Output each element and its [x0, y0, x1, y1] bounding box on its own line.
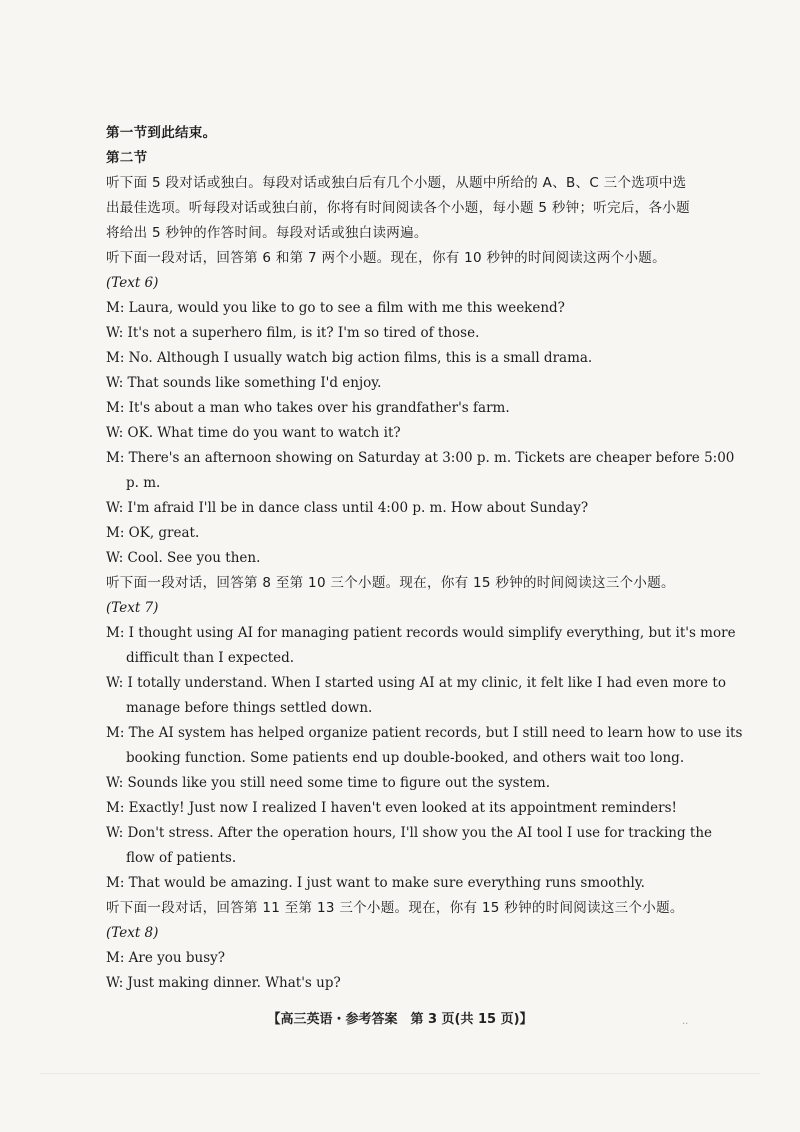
corner-mark: .. — [682, 1016, 689, 1027]
text-line: 听下面一段对话，回答第 6 和第 7 两个小题。现在，你有 10 秒钟的时间阅读这两个小题。 — [106, 250, 666, 266]
scan-divider — [40, 1073, 760, 1074]
text-line: M: It's about a man who takes over his grandfather's farm. — [106, 400, 510, 416]
text-line: M: That would be amazing. I just want to make sure everything runs smoothly. — [106, 875, 645, 891]
page-footer: 【高三英语・参考答案 第 3 页(共 15 页)】 — [267, 1012, 533, 1027]
text-line: W: OK. What time do you want to watch it? — [106, 425, 401, 441]
text-line: M: Exactly! Just now I realized I haven't even looked at its appointment reminders! — [106, 800, 677, 816]
text-line: booking function. Some patients end up double-booked, and others wait too long. — [126, 750, 685, 766]
text-line: W: I'm afraid I'll be in dance class until 4:00 p. m. How about Sunday? — [106, 500, 589, 516]
text-line: M: I thought using AI for managing patient records would simplify everything, but it's more — [106, 625, 736, 641]
text-line: 第二节 — [106, 150, 148, 166]
text-line: 听下面一段对话，回答第 8 至第 10 三个小题。现在，你有 15 秒钟的时间阅读这三个小题。 — [106, 575, 675, 591]
text-line: W: That sounds like something I'd enjoy. — [106, 375, 382, 391]
text-line: (Text 7) — [106, 600, 159, 616]
text-line: W: Sounds like you still need some time to figure out the system. — [106, 775, 551, 791]
text-line: difficult than I expected. — [126, 650, 295, 666]
text-line: 出最佳选项。听每段对话或独白前，你将有时间阅读各个小题，每小题 5 秒钟；听完后，各小题 — [106, 200, 690, 216]
text-line: M: There's an afternoon showing on Saturday at 3:00 p. m. Tickets are cheaper before 5:00 — [106, 450, 735, 466]
text-line: M: OK, great. — [106, 525, 200, 541]
text-line: manage before things settled down. — [126, 700, 373, 716]
text-line: W: It's not a superhero film, is it? I'm so tired of those. — [106, 325, 480, 341]
text-line: W: Just making dinner. What's up? — [106, 975, 341, 991]
text-line: 将给出 5 秒钟的作答时间。每段对话或独白读两遍。 — [106, 225, 428, 241]
text-line: (Text 6) — [106, 275, 159, 291]
text-line: M: Laura, would you like to go to see a film with me this weekend? — [106, 300, 565, 316]
text-line: flow of patients. — [126, 850, 237, 866]
text-line: p. m. — [126, 475, 161, 491]
text-line: (Text 8) — [106, 925, 159, 941]
text-line: W: I totally understand. When I started using AI at my clinic, it felt like I had even more to — [106, 675, 726, 691]
text-line: M: Are you busy? — [106, 950, 226, 966]
text-line: W: Cool. See you then. — [106, 550, 261, 566]
text-line: 听下面一段对话，回答第 11 至第 13 三个小题。现在，你有 15 秒钟的时间阅读这三个小题。 — [106, 900, 684, 916]
text-line: 第一节到此结束。 — [106, 125, 217, 141]
text-line: M: No. Although I usually watch big action films, this is a small drama. — [106, 350, 593, 366]
text-line: M: The AI system has helped organize patient records, but I still need to learn how to use its — [106, 725, 743, 741]
text-line: W: Don't stress. After the operation hours, I'll show you the AI tool I use for tracking the — [106, 825, 713, 841]
text-line: 听下面 5 段对话或独白。每段对话或独白后有几个小题，从题中所给的 A、B、C 三个选项中选 — [106, 175, 687, 191]
